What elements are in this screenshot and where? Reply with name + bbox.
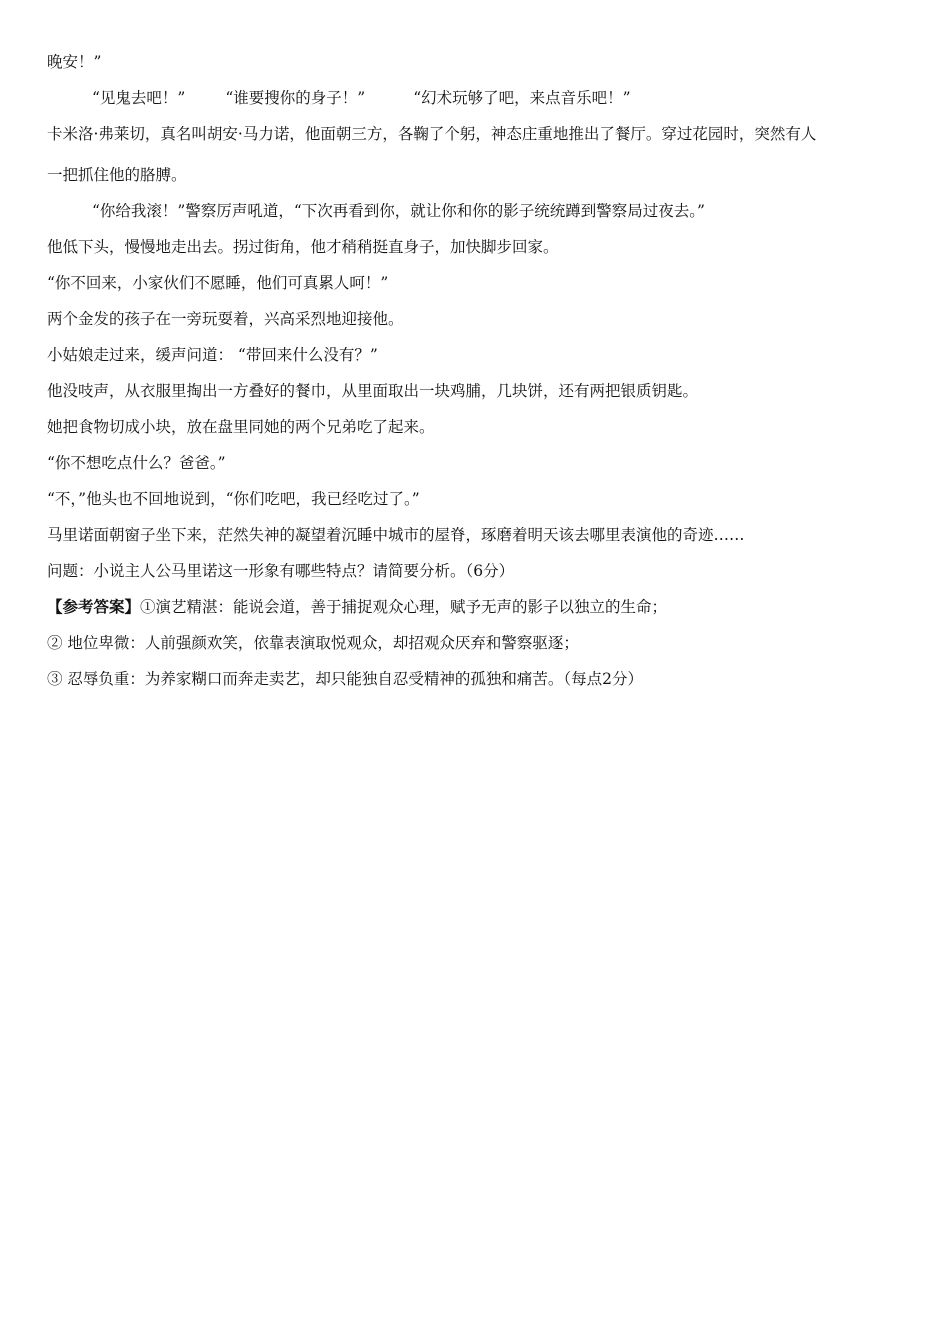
text-line-4: 一把抓住他的胳膊。 (47, 166, 187, 184)
question-line: 问题：小说主人公马里诺这一形象有哪些特点？请简要分析。（6分） (47, 562, 515, 580)
text-line-8: 两个金发的孩子在一旁玩耍着，兴高采烈地迎接他。 (47, 310, 404, 328)
text-line-14: 马里诺面朝窗子坐下来，茫然失神的凝望着沉睡中城市的屋脊，琢磨着明天该去哪里表演他的奇迹…… (47, 526, 745, 544)
text-line-2 (92, 87, 950, 109)
dialogue-1: “见鬼去吧！” (92, 89, 186, 107)
text-line-9: 小姑娘走过来，缓声问道： “带回来什么没有？” (47, 346, 378, 364)
text-line-10: 他没吱声，从衣服里掏出一方叠好的餐巾，从里面取出一块鸡脯，几块饼，还有两把银质钥匙。 (47, 382, 699, 400)
answer-point-2: ② 地位卑微：人前强颜欢笑，依靠表演取悦观众，却招观众厌弃和警察驱逐； (47, 634, 579, 652)
text-line-1: 晚安！” (47, 53, 102, 71)
text-line-6: 他低下头，慢慢地走出去。拐过街角，他才稍稍挺直身子，加快脚步回家。 (47, 238, 559, 256)
answer-label: 【参考答案】 (47, 597, 141, 616)
answer-point-1: ①演艺精湛：能说会道，善于捕捉观众心理，赋予无声的影子以独立的生命； (140, 598, 668, 616)
text-line-13: “不，”他头也不回地说到，“你们吃吧，我已经吃过了。” (47, 490, 420, 508)
text-line-12: “你不想吃点什么？爸爸。” (47, 454, 226, 472)
text-line-5: “你给我滚！”警察厉声吼道，“下次再看到你，就让你和你的影子统统蹲到警察局过夜去。” (92, 202, 705, 220)
answer-line-1 (47, 596, 907, 618)
dialogue-3: “幻术玩够了吧，来点音乐吧！” (413, 89, 631, 107)
answer-point-3: ③ 忍辱负重：为养家糊口而奔走卖艺，却只能独自忍受精神的孤独和痛苦。（每点2分） (47, 670, 644, 688)
text-line-7: “你不回来，小家伙们不愿睡，他们可真累人呵！” (47, 274, 389, 292)
text-line-11: 她把食物切成小块，放在盘里同她的两个兄弟吃了起来。 (47, 418, 435, 436)
dialogue-2: “谁要搜你的身子！” (225, 89, 366, 107)
text-line-3: 卡米洛·弗莱切，真名叫胡安·马力诺，他面朝三方，各鞠了个躬，神态庄重地推出了餐厅。穿过花园时，突然有人 (47, 125, 817, 143)
